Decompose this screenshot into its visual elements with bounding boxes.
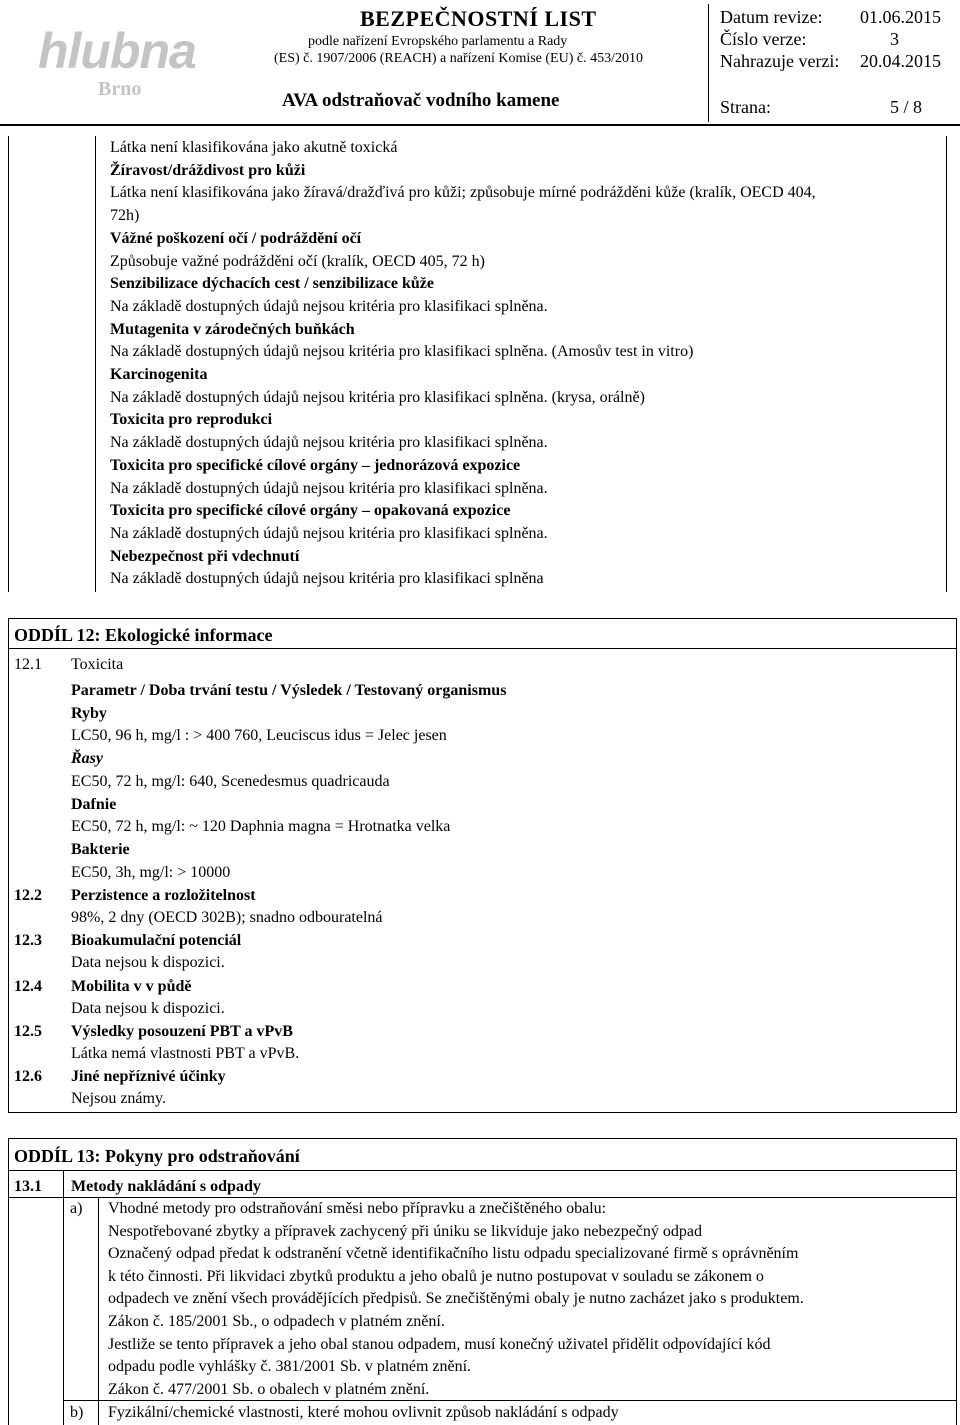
property-text: Na základě dostupných údajů nejsou kritéria pro klasifikaci splněna. (krysa, orálně) <box>110 389 645 406</box>
subsection-number: 12.5 <box>14 1023 42 1040</box>
toxicity-heading: Ryby <box>71 705 107 722</box>
toxicity-heading: Dafnie <box>71 796 117 813</box>
replaces-label: Nahrazuje verzi: <box>720 51 840 71</box>
subsection-title: Jiné nepříznivé účinky <box>71 1068 226 1085</box>
item-a-line: Jestliže se tento přípravek a jeho obal stanou odpadem, musí konečný uživatel přidělit odpovídající kód <box>108 1336 771 1353</box>
property-text: Látka není klasifikována jako akutně toxická <box>110 139 398 156</box>
property-heading: Toxicita pro reprodukci <box>110 411 273 428</box>
section-12-heading-rule <box>8 648 957 649</box>
section-12-top-rule <box>8 618 957 619</box>
subsection-number: 12.4 <box>14 978 42 995</box>
subsection-text: Látka nemá vlastnosti PBT a vPvB. <box>71 1045 300 1062</box>
section-12-heading: ODDÍL 12: Ekologické informace <box>14 625 273 645</box>
section-13-heading-rule <box>8 1170 957 1171</box>
property-text: Na základě dostupných údajů nejsou kritéria pro klasifikaci splněna. <box>110 525 548 542</box>
page-label: Strana: <box>720 97 771 117</box>
property-heading: Toxicita pro specifické cílové orgány – opakovaná expozice <box>110 502 511 519</box>
toxicity-value: LC50, 96 h, mg/l : > 400 760, Leuciscus idus = Jelec jesen <box>71 727 447 744</box>
item-column-border <box>98 1197 99 1425</box>
section-13-left-border <box>8 1138 9 1425</box>
company-logo: hlubna <box>38 23 196 79</box>
property-text: Na základě dostupných údajů nejsou kritéria pro klasifikaci splněna <box>110 570 544 587</box>
subsection-title: Mobilita v v půdě <box>71 978 192 995</box>
toxicity-heading: Bakterie <box>71 841 130 858</box>
subsection-number: 12.3 <box>14 932 42 949</box>
subsection-number: 12.6 <box>14 1068 42 1085</box>
property-text: Látka není klasifikována jako žíravá/dražďivá pro kůži; způsobuje mírné podrážděni kůže (kralík, OECD 404, <box>110 184 816 201</box>
item-b-label: b) <box>70 1404 84 1421</box>
property-heading: Nebezpečnost při vdechnutí <box>110 548 300 565</box>
section-left-border <box>8 136 9 592</box>
property-heading: Vážné poškození očí / podráždění očí <box>110 230 362 247</box>
item-a-line: Nespotřebované zbytky a přípravek zachycený při úniku se likviduje jako nebezpečný odpad <box>108 1223 703 1240</box>
item-a-line: odpadu podle vyhlášky č. 381/2001 Sb. v platném znění. <box>108 1358 472 1375</box>
regulation-line-2: (ES) č. 1907/2006 (REACH) a nařízení Komise (EU) č. 453/2010 <box>274 51 643 66</box>
subsection-title: Toxicita <box>71 656 124 673</box>
subsection-title: Metody nakládání s odpady <box>71 1178 261 1195</box>
property-heading: Karcinogenita <box>110 366 208 383</box>
section-12-left-border <box>8 618 9 1112</box>
number-column-border <box>63 1170 64 1425</box>
subsection-title: Výsledky posouzení PBT a vPvB <box>71 1023 293 1040</box>
version-label: Číslo verze: <box>720 29 807 49</box>
section-13-right-border <box>956 1138 957 1425</box>
header-divider <box>708 4 709 122</box>
section-13-top-rule <box>8 1138 957 1139</box>
item-a-label: a) <box>70 1200 83 1217</box>
regulation-line-1: podle nařízení Evropského parlamentu a Rady <box>308 34 568 49</box>
subsection-number: 12.2 <box>14 887 42 904</box>
subsection-text: 98%, 2 dny (OECD 302B); snadno odbouratelná <box>71 909 383 926</box>
toxicity-value: EC50, 3h, mg/l: > 10000 <box>71 864 231 881</box>
revision-date-value: 01.06.2015 <box>860 7 941 27</box>
item-a-line: Zákon č. 185/2001 Sb., o odpadech v platném znění. <box>108 1313 445 1330</box>
subsection-title: Bioakumulační potenciál <box>71 932 242 949</box>
subsection-title: Perzistence a rozložitelnost <box>71 887 256 904</box>
subsection-text: Data nejsou k dispozici. <box>71 1000 225 1017</box>
property-heading: Žíravost/dráždivost pro kůži <box>110 162 306 179</box>
item-a-line: Vhodné metody pro odstraňování směsi nebo přípravku a znečištěného obalu: <box>108 1200 607 1217</box>
section-12-right-border <box>956 618 957 1112</box>
subsection-text: Data nejsou k dispozici. <box>71 954 225 971</box>
toxicity-heading: Řasy <box>71 750 103 767</box>
property-heading: Mutagenita v zárodečných buňkách <box>110 321 355 338</box>
version-value: 3 <box>890 29 899 49</box>
property-text: 72h) <box>110 207 140 224</box>
item-a-line: odpadech ve znění všech provádějících předpisů. Se znečištěnými obaly je nutno zacházet jako s produktem. <box>108 1290 804 1307</box>
item-b-rule <box>63 1400 957 1401</box>
property-text: Způsobuje važné podrážděni očí (kralík, OECD 405, 72 h) <box>110 253 486 270</box>
property-text: Na základě dostupných údajů nejsou kritéria pro klasifikaci splněna. <box>110 434 548 451</box>
revision-date-label: Datum revize: <box>720 7 823 27</box>
page-value: 5 / 8 <box>890 97 923 117</box>
company-logo-city: Brno <box>98 78 142 100</box>
section-right-border <box>946 136 947 592</box>
document-title: BEZPEČNOSTNÍ LIST <box>360 6 597 31</box>
toxicity-value: EC50, 72 h, mg/l: ~ 120 Daphnia magna = Hrotnatka velka <box>71 818 451 835</box>
replaces-value: 20.04.2015 <box>860 51 941 71</box>
product-name: AVA odstraňovač vodního kamene <box>282 90 560 111</box>
section-13-heading: ODDÍL 13: Pokyny pro odstraňování <box>14 1146 300 1166</box>
subsection-number: 12.1 <box>14 656 42 673</box>
toxicity-value: EC50, 72 h, mg/l: 640, Scenedesmus quadricauda <box>71 773 390 790</box>
header-bottom-rule <box>0 124 960 126</box>
item-a-line: Zákon č. 477/2001 Sb. o obalech v platném znění. <box>108 1381 430 1398</box>
subsection-text: Nejsou známy. <box>71 1090 166 1107</box>
item-b-text: Fyzikální/chemické vlastnosti, které mohou ovlivnit způsob nakládání s odpady <box>108 1404 619 1421</box>
toxicity-heading: Parametr / Doba trvání testu / Výsledek / Testovaný organismus <box>71 682 507 699</box>
section-inner-border <box>95 136 96 592</box>
property-text: Na základě dostupných údajů nejsou kritéria pro klasifikaci splněna. (Amosův test in vitro) <box>110 343 694 360</box>
property-heading: Senzibilizace dýchacích cest / senzibilizace kůže <box>110 275 434 292</box>
subsection-13-1-rule <box>8 1197 957 1198</box>
item-a-line: Označený odpad předat k odstranění včetně identifikačního listu odpadu specializované firmě s oprávněním <box>108 1245 799 1262</box>
subsection-number: 13.1 <box>14 1178 42 1195</box>
property-text: Na základě dostupných údajů nejsou kritéria pro klasifikaci splněna. <box>110 298 548 315</box>
property-heading: Toxicita pro specifické cílové orgány – jednorázová expozice <box>110 457 521 474</box>
property-text: Na základě dostupných údajů nejsou kritéria pro klasifikaci splněna. <box>110 480 548 497</box>
section-12-bottom-rule <box>8 1112 957 1113</box>
item-a-line: k této činnosti. Při likvidaci zbytků produktu a jeho obalů je nutno postupovat v souladu se zákonem o <box>108 1268 764 1285</box>
